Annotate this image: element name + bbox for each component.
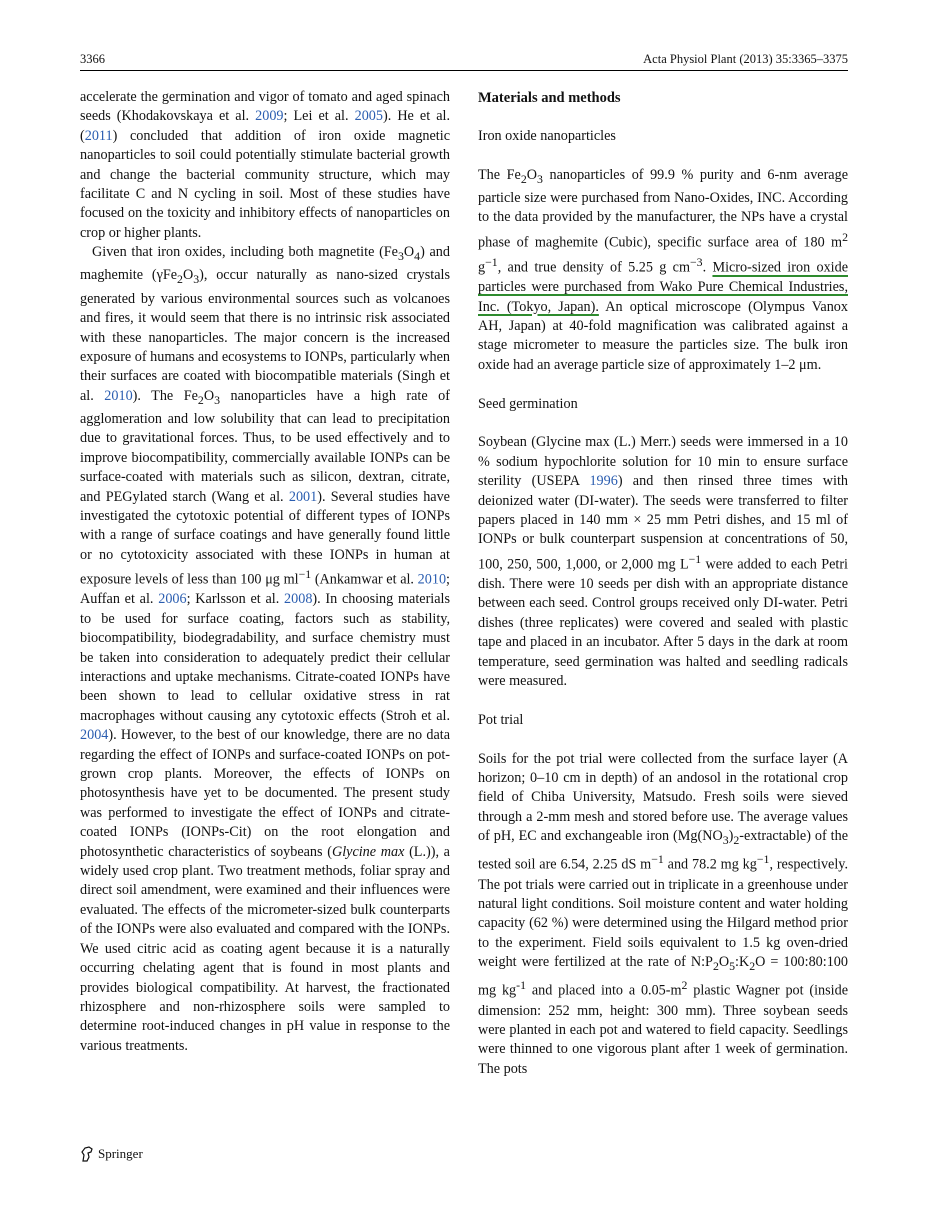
publisher-name: Springer <box>98 1146 143 1161</box>
subsection-heading: Iron oxide nanoparticles <box>478 128 616 144</box>
highlighted-sentence: Micro-sized iron oxide particles were purchased from Wako Pure Chemical Industries, Inc. (Tokyo, Japan). <box>478 259 848 315</box>
citation-link[interactable]: 2010 <box>417 571 447 588</box>
journal-citation: Acta Physiol Plant (2013) 35:3365–3375 <box>643 52 848 66</box>
paragraph-nanoparticles: The $Fe_2O_3$ nanoparticles of 99.9 % purity and 6-nm average particle size were purchased from Nano-Oxides, INC. According to the data provided by the manufacturer, the NPs have a crystal phase of maghemite (Cubic), specific surface area of 180 $m^2$ $g^{-1}$, and true density of 5.25 g $cm^{-3}$. Micro-sized iron oxide particles were purchased from Wako Pure Chemical Industries, Inc. (Tokyo, Japan). An optical microscope (Olympus Vanox AH, Japan) at 40-fold magnification was calibrated against a stage micrometer to measure the particles size. The bulk iron oxide had an average particle size of approximately 1–2 μm. <box>478 166 848 373</box>
paragraph-intro-end: accelerate the germination and vigor of tomato and aged spinach seeds (Khodakovskaya et al. 2009; Lei et al. 2005). He et al. (2011) concluded that addition of iron oxide magnetic nanoparticles to soil could potentially stimulate bacterial growth and change the bacterial community structure, which may facilitate C and N cycling in soil. Most of these studies have focused on the toxicity and inhibitory effects of nanoparticles on crop or higher plants. <box>80 89 450 241</box>
citation-link[interactable]: 2009 <box>255 108 284 125</box>
left-column <box>80 88 450 1056</box>
section-heading: Materials and methods <box>478 90 621 106</box>
citation-link[interactable]: 2004 <box>80 727 109 744</box>
citation-link[interactable]: 1996 <box>589 473 618 490</box>
citation-link[interactable]: 2010 <box>104 387 133 404</box>
paragraph-seed-germination: Soybean (Glycine max (L.) Merr.) seeds were immersed in a 10 % sodium hypochlorite solution for 10 min to ensure surface sterility (USEPA 1996) and then rinsed three times with deionized water (DI-water). The seeds were transferred to filter papers placed in 140 mm × 25 mm Petri dishes, and 15 ml of IONPs or bulk counterpart suspension at concentrations of 50, 100, 250, 500, 1,000, or 2,000 mg $L^{-1}$ were added to each Petri dish. There were 10 seeds per dish with an appropriate distance between each seed. Control groups received only DI-water. Petri dishes (three replicates) were covered and sealed with plastic tape and placed in an incubator. After 5 days in the dark at room temperature, seed germination was halted and seedling radicals were measured. <box>478 434 849 689</box>
paragraph-iron-oxides: Given that iron oxides, including both magnetite $(Fe_3O_4)$ and maghemite $(\gamma Fe_2O_3)$, occur naturally as nano-sized crystals generated by various environmental sources such as volcanoes and fires, it would seem that there is no intrinsic risk associated with these nanoparticles. The major concern is the increased exposure of humans and ecosystems to IONPs, particularly when their surfaces are coated with biocompatible materials (Singh et al. 2010). The $Fe_2O_3$ nanoparticles have a high rate of agglomeration and low solubility that can lead to precipitation due to gravitational forces. Thus, to be used effectively and to improve biocompatibility, commercially available IONPs can be surface-coated with materials such as silicon, dextran, citrate, and PEGylated starch (Wang et al. 2001). Several studies have investigated the cytotoxic potential of different types of IONPs with a range of surface coatings and have generally found little or no cytotoxicity associated with these IONPs in human at exposure levels of less than 100 μg $ml^{-1}$ (Ankamwar et al. 2010; Auffan et al. 2006; Karlsson et al. 2008). In choosing materials to be used for surface coating, factors such as stability, biocompatibility, biodegradability, and surface chemistry must be taken into consideration to adequately predict their cellular interactions and uptake mechanisms. Citrate-coated IONPs have been shown to lead to cellular oxidative stress in rat macrophages without causing any cytotoxic effects (Stroh et al. 2004). However, to the best of our knowledge, there are no data regarding the effect of IONPs and surface-coated IONPs on pot-grown crop plants. Moreover, the effects of IONPs on photosynthesis have yet to be documented. The present study was performed to investigate the effect of IONPs and citrate-coated IONPs (IONPs-Cit) on the root elongation and photosynthetic characteristics of soybeans (Glycine max (L.)), a widely used crop plant. Two treatment methods, foliar spray and direct soil amendment, were examined and their influences were evaluated. The effects of the micrometer-sized bulk counterparts of the IONPs were also evaluated and compared with the IONPs. We used citric acid as coating agent because it is a naturally occurring chelating agent that is found in most plants and provides biological compatibility. At harvest, the fractionated rhizosphere and non-rhizosphere soils were sampled to determine root-induced changes in pH value in response to the various treatments. <box>80 244 450 1054</box>
citation-link[interactable]: 2005 <box>354 108 383 125</box>
footer <box>80 1146 143 1162</box>
subsection-heading: Pot trial <box>478 711 524 728</box>
running-header <box>80 50 848 71</box>
springer-horse-icon <box>80 1146 94 1162</box>
citation-link[interactable]: 2001 <box>288 488 318 505</box>
right-column <box>478 88 848 1079</box>
citation-link[interactable]: 2011 <box>84 127 113 144</box>
paragraph-pot-trial: Soils for the pot trial were collected from the surface layer (A horizon; 0–10 cm in depth) of an andosol in the rotational crop field of Chiba University, Matsudo. Fresh soils were sieved through a 2-mm mesh and stored before use. The average values of pH, EC and exchangeable iron $(Mg(NO_3)_2-extractable)$ of the tested soil are 6.54, 2.25 dS $m^{-1}$ and 78.2 mg $kg^{-1}$, respectively. The pot trials were carried out in triplicate in a greenhouse under natural light conditions. Soil moisture content and water holding capacity (62 %) were determined using the Hilgard method prior to the experiment. Field soils equivalent to 1.5 kg oven-dried weight were fertilized at the rate of $N:P_2O_5:K_2O$ = 100:80:100 mg $kg^{-1}$ and placed into a $0.05-m^2$ plastic Wagner pot (inside dimension: 252 mm, height: 300 mm). Three soybean seeds were planted in each pot and watered to field capacity. Seedlings were thinned to one vigorous plant after 1 week of germination. The pots <box>478 750 849 1077</box>
citation-link[interactable]: 2008 <box>284 591 313 608</box>
citation-link[interactable]: 2006 <box>158 591 187 608</box>
subsection-heading: Seed germination <box>478 395 578 412</box>
page-number: 3366 <box>80 52 105 66</box>
